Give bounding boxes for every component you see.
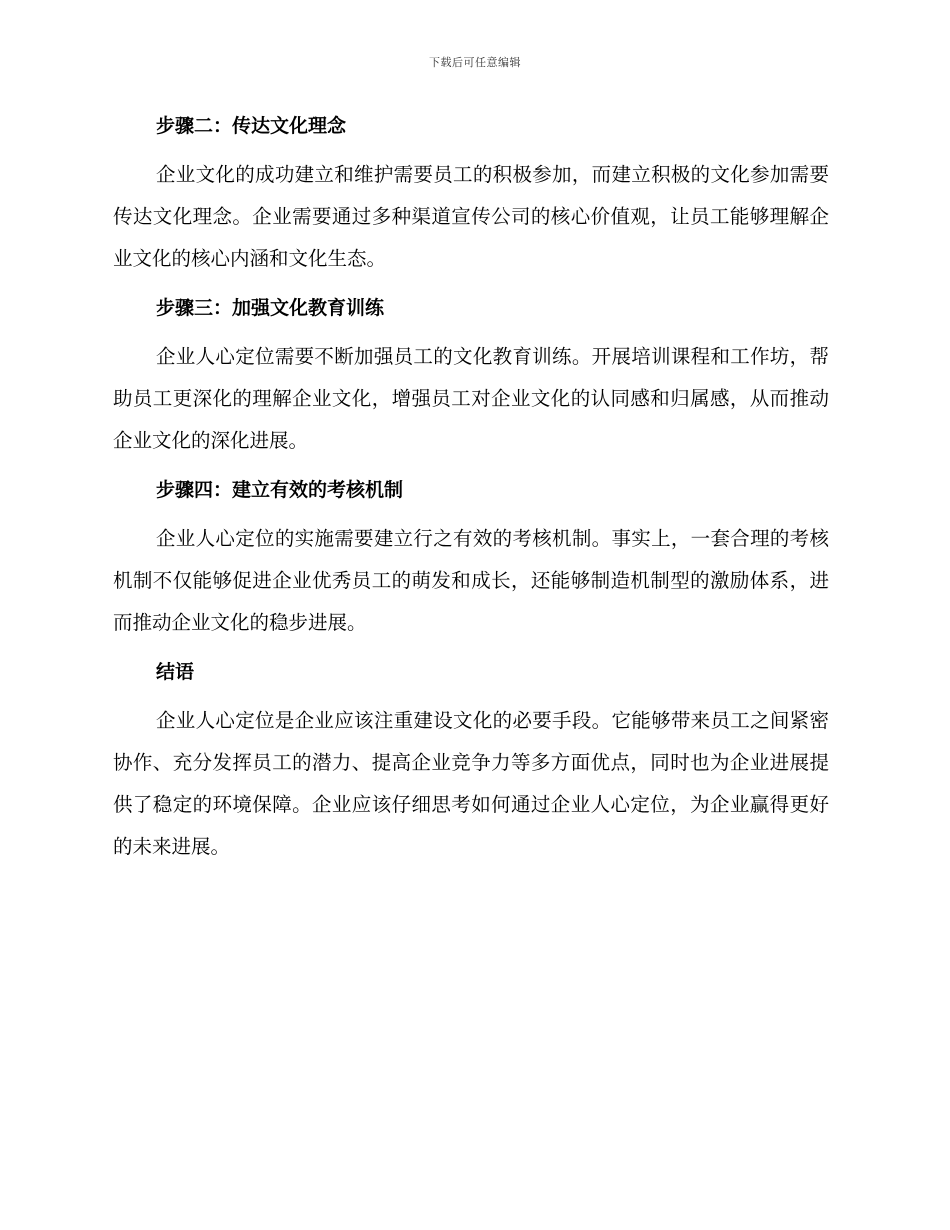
section-heading: 步骤二：传达文化理念 [156, 115, 347, 137]
section-heading: 结语 [156, 661, 195, 683]
section-step-4 [113, 472, 829, 644]
section-heading: 步骤三：加强文化教育训练 [156, 297, 385, 319]
section-step-2 [113, 108, 829, 280]
page-header: 下载后可任意编辑 [429, 56, 521, 69]
section-step-3 [113, 290, 829, 462]
section-paragraph: 企业人心定位的实施需要建立行之有效的考核机制。事实上，一套合理的考核机制不仅能够促进企业优秀员工的萌发和成长，还能够制造机制型的激励体系，进而推动企业文化的稳步进展。 [113, 527, 829, 634]
section-paragraph: 企业人心定位是企业应该注重建设文化的必要手段。它能够带来员工之间紧密协作、充分发挥员工的潜力、提高企业竞争力等多方面优点，同时也为企业进展提供了稳定的环境保障。企业应该仔细思考如何通过企业人心定位，为企业赢得更好的未来进展。 [113, 709, 829, 858]
section-heading: 步骤四：建立有效的考核机制 [156, 479, 404, 501]
section-paragraph: 企业人心定位需要不断加强员工的文化教育训练。开展培训课程和工作坊，帮助员工更深化的理解企业文化，增强员工对企业文化的认同感和归属感，从而推动企业文化的深化进展。 [113, 345, 829, 452]
document-body [113, 108, 829, 878]
section-paragraph: 企业文化的成功建立和维护需要员工的积极参加，而建立积极的文化参加需要传达文化理念。企业需要通过多种渠道宣传公司的核心价值观，让员工能够理解企业文化的核心内涵和文化生态。 [113, 163, 829, 270]
section-conclusion [113, 654, 829, 868]
